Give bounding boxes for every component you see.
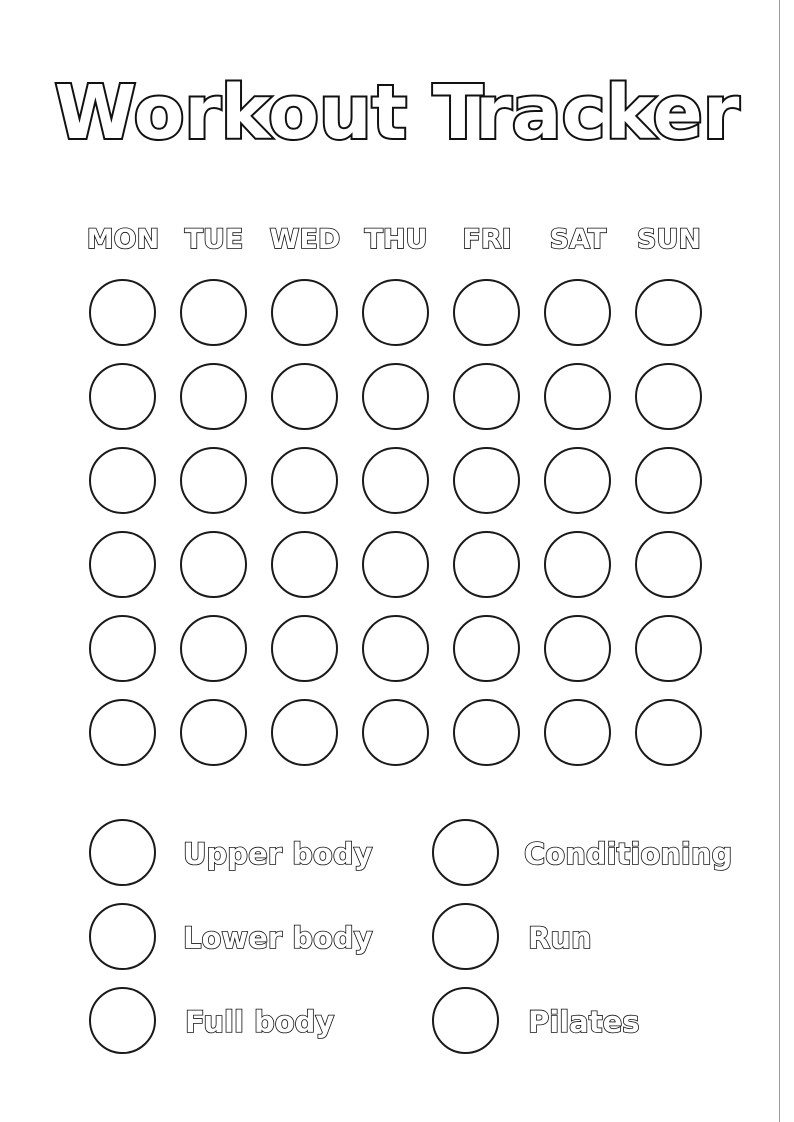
day-label-sat: SAT xyxy=(549,224,607,255)
tracker-circle-sun-row-5[interactable] xyxy=(635,615,702,682)
tracker-circle-sat-row-1[interactable] xyxy=(544,279,611,346)
legend-circle-lower-body[interactable] xyxy=(89,903,156,970)
tracker-circle-tue-row-5[interactable] xyxy=(180,615,247,682)
tracker-circle-wed-row-6[interactable] xyxy=(271,699,338,766)
tracker-circle-tue-row-4[interactable] xyxy=(180,531,247,598)
legend-circle-run[interactable] xyxy=(432,903,499,970)
tracker-circle-fri-row-1[interactable] xyxy=(453,279,520,346)
tracker-circle-mon-row-6[interactable] xyxy=(89,699,156,766)
tracker-circle-sat-row-4[interactable] xyxy=(544,531,611,598)
tracker-circle-thu-row-1[interactable] xyxy=(362,279,429,346)
tracker-circle-fri-row-4[interactable] xyxy=(453,531,520,598)
tracker-circle-mon-row-4[interactable] xyxy=(89,531,156,598)
tracker-circle-mon-row-2[interactable] xyxy=(89,363,156,430)
tracker-circle-sat-row-2[interactable] xyxy=(544,363,611,430)
legend-label-run: Run xyxy=(528,921,592,955)
legend-circle-conditioning[interactable] xyxy=(432,819,499,886)
tracker-circle-sun-row-6[interactable] xyxy=(635,699,702,766)
tracker-circle-sun-row-2[interactable] xyxy=(635,363,702,430)
tracker-circle-sun-row-1[interactable] xyxy=(635,279,702,346)
legend-circle-upper-body[interactable] xyxy=(89,819,156,886)
legend-circle-full-body[interactable] xyxy=(89,987,156,1054)
tracker-circle-thu-row-4[interactable] xyxy=(362,531,429,598)
tracker-circle-mon-row-1[interactable] xyxy=(89,279,156,346)
day-label-wed: WED xyxy=(269,224,341,255)
legend-label-conditioning: Conditioning xyxy=(524,837,733,871)
tracker-circle-tue-row-3[interactable] xyxy=(180,447,247,514)
tracker-circle-wed-row-1[interactable] xyxy=(271,279,338,346)
tracker-circle-mon-row-5[interactable] xyxy=(89,615,156,682)
day-label-tue: TUE xyxy=(184,224,244,255)
day-label-fri: FRI xyxy=(462,224,512,255)
legend-label-upper-body: Upper body xyxy=(183,837,373,871)
tracker-circle-tue-row-1[interactable] xyxy=(180,279,247,346)
tracker-circle-sun-row-3[interactable] xyxy=(635,447,702,514)
tracker-circle-thu-row-2[interactable] xyxy=(362,363,429,430)
day-label-sun: SUN xyxy=(637,224,701,255)
page-edge-line xyxy=(779,0,780,1122)
tracker-circle-sat-row-3[interactable] xyxy=(544,447,611,514)
tracker-circle-fri-row-3[interactable] xyxy=(453,447,520,514)
tracker-circle-fri-row-6[interactable] xyxy=(453,699,520,766)
tracker-circle-sat-row-6[interactable] xyxy=(544,699,611,766)
tracker-circle-wed-row-5[interactable] xyxy=(271,615,338,682)
tracker-circle-sat-row-5[interactable] xyxy=(544,615,611,682)
tracker-circle-wed-row-2[interactable] xyxy=(271,363,338,430)
tracker-circle-wed-row-4[interactable] xyxy=(271,531,338,598)
day-label-thu: THU xyxy=(364,224,428,255)
tracker-circle-sun-row-4[interactable] xyxy=(635,531,702,598)
tracker-circle-mon-row-3[interactable] xyxy=(89,447,156,514)
legend-label-full-body: Full body xyxy=(185,1005,335,1039)
legend-circle-pilates[interactable] xyxy=(432,987,499,1054)
tracker-circle-tue-row-6[interactable] xyxy=(180,699,247,766)
tracker-circle-wed-row-3[interactable] xyxy=(271,447,338,514)
tracker-circle-tue-row-2[interactable] xyxy=(180,363,247,430)
tracker-circle-thu-row-5[interactable] xyxy=(362,615,429,682)
page-title: Workout Tracker xyxy=(54,70,740,156)
tracker-circle-thu-row-6[interactable] xyxy=(362,699,429,766)
tracker-circle-fri-row-2[interactable] xyxy=(453,363,520,430)
tracker-circle-fri-row-5[interactable] xyxy=(453,615,520,682)
legend-label-pilates: Pilates xyxy=(528,1005,640,1039)
tracker-circle-thu-row-3[interactable] xyxy=(362,447,429,514)
day-label-mon: MON xyxy=(86,224,160,255)
legend-label-lower-body: Lower body xyxy=(183,921,373,955)
